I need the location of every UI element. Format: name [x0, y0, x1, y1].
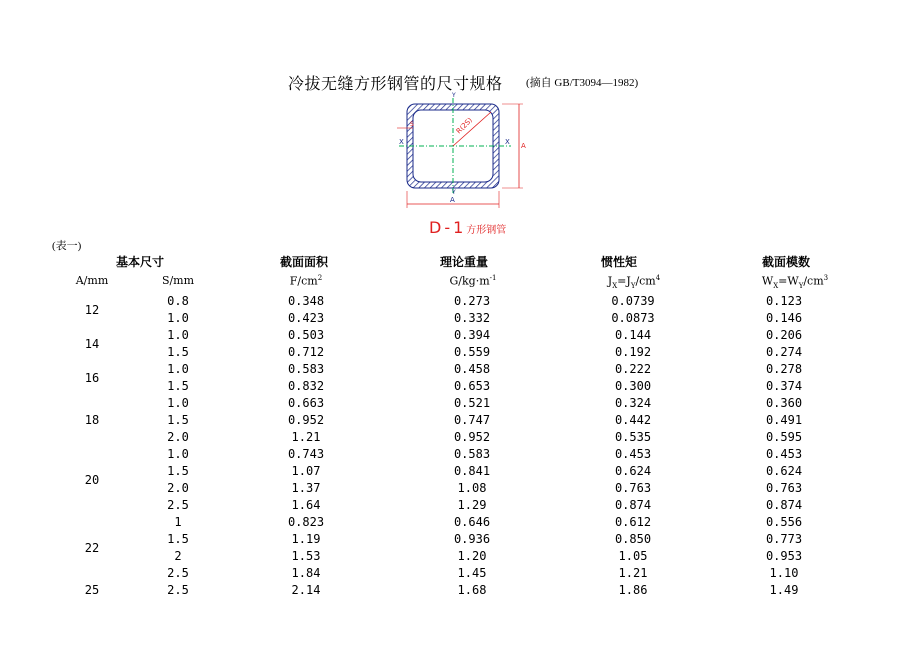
table-cell-g: 0.458 [453, 362, 491, 376]
table-cell-s: 2.0 [167, 430, 189, 444]
table-cell-s: 1.0 [167, 447, 189, 461]
table-cell-g: 1.08 [457, 481, 487, 495]
group-basic-dimensions: 基本尺寸 [116, 255, 165, 269]
document-title: 冷拔无缝方形钢管的尺寸规格 [288, 74, 503, 93]
table-cell-j: 0.222 [614, 362, 652, 376]
figure-title: 方形钢管 [466, 225, 507, 236]
table-cell-s: 2.5 [167, 583, 189, 597]
table-cell-j: 0.0739 [611, 294, 655, 308]
table-cell-s: 1.5 [167, 345, 189, 359]
table-cell-f: 1.37 [291, 481, 321, 495]
table-cell-f: 1.53 [291, 549, 321, 563]
table-cell-s: 1.0 [167, 362, 189, 376]
table-cell-s: 1 [174, 515, 182, 529]
y-axis-label-bottom: Y [452, 189, 456, 196]
table-cell-f: 0.712 [287, 345, 325, 359]
table-cell-j: 0.763 [614, 481, 652, 495]
table-cell-f: 1.07 [291, 464, 321, 478]
header-s: S/mm [161, 274, 195, 287]
table-cell-w: 0.556 [765, 515, 803, 529]
table-cell-s: 1.0 [167, 396, 189, 410]
header-a: A/mm [75, 274, 109, 287]
table-cell-f: 1.84 [291, 566, 321, 580]
table-cell-f: 0.952 [287, 413, 325, 427]
table-cell-w: 0.360 [765, 396, 803, 410]
table-cell-a: 18 [84, 413, 100, 427]
group-section-modulus: 截面模数 [762, 255, 811, 269]
table-cell-j: 0.850 [614, 532, 652, 546]
table-cell-a: 20 [84, 472, 100, 487]
table-cell-a: 25 [84, 583, 100, 597]
table-cell-g: 0.559 [453, 345, 491, 359]
table-cell-g: 0.747 [453, 413, 491, 427]
x-axis-label-left: X [399, 138, 404, 146]
table-cell-s: 1.5 [167, 532, 189, 546]
table-cell-j: 0.324 [614, 396, 652, 410]
table-cell-g: 0.273 [453, 294, 491, 308]
y-axis-label-top: Y [452, 92, 456, 99]
table-cell-s: 2.5 [167, 566, 189, 580]
table-cell-g: 0.653 [453, 379, 491, 393]
table-cell-w: 0.146 [765, 311, 803, 325]
group-moment-of-inertia: 惯性矩 [601, 255, 638, 269]
table-cell-j: 1.86 [618, 583, 648, 597]
table-cell-j: 0.192 [614, 345, 652, 359]
table-cell-w: 1.10 [769, 566, 799, 580]
x-axis-label-right: X [505, 138, 510, 146]
table-cell-s: 1.5 [167, 464, 189, 478]
table-cell-s: 0.8 [167, 294, 189, 308]
table-cell-g: 1.29 [457, 498, 487, 512]
table-cell-g: 0.841 [453, 464, 491, 478]
table-cell-w: 0.874 [765, 498, 803, 512]
table-cell-g: 1.20 [457, 549, 487, 563]
table-cell-g: 0.332 [453, 311, 491, 325]
table-cell-f: 0.583 [287, 362, 325, 376]
group-theoretical-weight: 理论重量 [440, 255, 489, 269]
table-cell-a: 22 [84, 540, 100, 555]
table-cell-f: 0.503 [287, 328, 325, 342]
table-cell-f: 0.832 [287, 379, 325, 393]
table-cell-w: 0.773 [765, 532, 803, 546]
dimension-label-bottom: A [450, 196, 455, 204]
table-cell-w: 1.49 [769, 583, 799, 597]
table-cell-f: 1.19 [291, 532, 321, 546]
table-cell-a: 16 [84, 370, 100, 385]
table-cell-f: 1.21 [291, 430, 321, 444]
header-j: $J_X=J_Y/cm^4$ [607, 274, 661, 290]
table-cell-f: 0.423 [287, 311, 325, 325]
table-cell-w: 0.274 [765, 345, 803, 359]
table-cell-g: 0.952 [453, 430, 491, 444]
header-w: $W_X=W_Y/cm^3$ [761, 274, 829, 290]
radius-label: R(2S) [454, 116, 475, 136]
table-cell-w: 0.953 [765, 549, 803, 563]
table-cell-j: 0.442 [614, 413, 652, 427]
table-cell-j: 1.21 [618, 566, 648, 580]
table-cell-j: 1.05 [618, 549, 648, 563]
table-cell-s: 1.5 [167, 379, 189, 393]
table-cell-w: 0.624 [765, 464, 803, 478]
table-cell-j: 0.144 [614, 328, 652, 342]
figure-number: D-1 [429, 218, 467, 237]
table-cell-s: 1.0 [167, 328, 189, 342]
square-tube-diagram [395, 92, 535, 216]
table-cell-w: 0.278 [765, 362, 803, 376]
table-cell-g: 1.68 [457, 583, 487, 597]
group-section-area: 截面面积 [280, 255, 329, 269]
thickness-label: S [410, 121, 414, 128]
table-cell-j: 0.300 [614, 379, 652, 393]
header-g: $G/kg\cdot m^{-1}$ [449, 274, 497, 288]
table-cell-w: 0.453 [765, 447, 803, 461]
table-cell-w: 0.763 [765, 481, 803, 495]
table-cell-j: 0.0873 [611, 311, 655, 325]
table-cell-a: 12 [84, 302, 100, 317]
table-cell-j: 0.612 [614, 515, 652, 529]
table-cell-w: 0.374 [765, 379, 803, 393]
table-cell-g: 0.936 [453, 532, 491, 546]
table-cell-s: 1.0 [167, 311, 189, 325]
table-cell-w: 0.491 [765, 413, 803, 427]
table-cell-s: 2.5 [167, 498, 189, 512]
table-cell-g: 0.394 [453, 328, 491, 342]
table-cell-f: 1.64 [291, 498, 321, 512]
table-cell-w: 0.595 [765, 430, 803, 444]
table-cell-j: 0.874 [614, 498, 652, 512]
table-cell-f: 2.14 [291, 583, 321, 597]
header-f: $F/cm^2$ [289, 274, 323, 288]
table-cell-s: 1.5 [167, 413, 189, 427]
table-cell-f: 0.823 [287, 515, 325, 529]
table-cell-s: 2 [174, 549, 182, 563]
table-cell-g: 0.583 [453, 447, 491, 461]
table-cell-j: 0.453 [614, 447, 652, 461]
table-cell-w: 0.206 [765, 328, 803, 342]
table-cell-s: 2.0 [167, 481, 189, 495]
table-cell-g: 0.646 [453, 515, 491, 529]
table-cell-g: 1.45 [457, 566, 487, 580]
table-cell-f: 0.663 [287, 396, 325, 410]
figure-caption [429, 218, 506, 237]
table-cell-f: 0.348 [287, 294, 325, 308]
source-note: (摘自 GB/T3094—1982) [526, 77, 639, 89]
table-cell-f: 0.743 [287, 447, 325, 461]
table-cell-a: 14 [84, 336, 100, 351]
table-cell-j: 0.535 [614, 430, 652, 444]
table-label: (表一) [52, 240, 82, 252]
dimension-label-right: A [521, 142, 526, 150]
table-cell-w: 0.123 [765, 294, 803, 308]
table-cell-j: 0.624 [614, 464, 652, 478]
table-cell-g: 0.521 [453, 396, 491, 410]
